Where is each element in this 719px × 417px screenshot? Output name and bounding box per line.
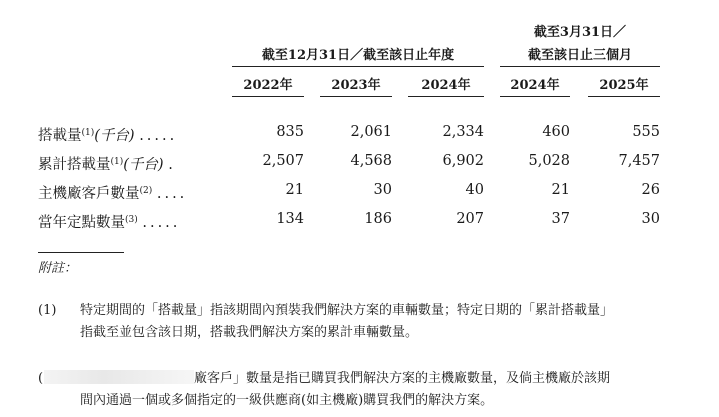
row-dots: ..... (139, 128, 178, 144)
note2-line1: 廠客戶」數量是指已購買我們解決方案的主機廠數量，及倘主機廠於該期 (194, 371, 611, 386)
year-rule-2024 (408, 96, 484, 97)
table-cell: 835 (276, 124, 304, 140)
header-group1-title: 截至12月31日／截至該日止年度 (261, 48, 455, 63)
row-dots: ..... (142, 215, 181, 231)
table-cell: 5,028 (528, 153, 570, 169)
table-cell: 555 (632, 124, 660, 140)
table-cell: 2,334 (442, 124, 484, 140)
table-cell: 40 (465, 182, 484, 198)
table-cell: 2,507 (262, 153, 304, 169)
column-header-2025-q1: 2025年 (599, 78, 649, 93)
table-cell: 26 (641, 182, 660, 198)
note2-number: ( (38, 371, 44, 386)
column-header-2022: 2022年 (243, 78, 293, 93)
row-label-text: 當年定點數量 (38, 215, 125, 231)
table-cell: 2,061 (350, 124, 392, 140)
row-unit: (千台) (123, 157, 164, 173)
footnote-ref: (2) (139, 186, 153, 196)
row-unit: (千台) (94, 128, 135, 144)
table-cell: 4,568 (350, 153, 392, 169)
header-group2-line2: 截至該日止三個月 (527, 48, 632, 63)
column-header-2023: 2023年 (331, 78, 381, 93)
table-cell: 30 (641, 211, 660, 227)
row-label (38, 153, 176, 174)
note2-line2: 間內通過一個或多個指定的一級供應商(如主機廠)購買我們的解決方案。 (80, 393, 494, 408)
row-label-text: 累計搭載量 (38, 157, 111, 173)
row-label (38, 182, 187, 203)
column-header-2024: 2024年 (421, 78, 471, 93)
footnote-ref: (3) (125, 215, 138, 225)
footnote-ref: (1) (81, 128, 95, 138)
note2-line1-wrap (44, 368, 610, 390)
table-cell: 37 (551, 211, 570, 227)
redaction-mark (44, 370, 194, 384)
row-dots: . (168, 157, 176, 173)
note1-number: (1) (38, 303, 57, 318)
notes-separator (38, 252, 124, 253)
year-rule-2023 (320, 96, 392, 97)
table-cell: 6,902 (442, 153, 484, 169)
header-group1-rule (232, 66, 484, 67)
column-header-2024-q1: 2024年 (510, 78, 560, 93)
table-cell: 30 (373, 182, 392, 198)
row-label (38, 211, 180, 232)
year-rule-2024-q1 (500, 96, 570, 97)
table-cell: 7,457 (618, 153, 660, 169)
row-label-text: 搭載量 (38, 128, 82, 144)
note1-line1: 特定期間的「搭載量」指該期間內預裝我們解決方案的車輛數量；特定日期的「累計搭載量」 (80, 303, 614, 318)
table-cell: 186 (364, 211, 392, 227)
table-cell: 21 (551, 182, 570, 198)
footnote-ref: (1) (110, 157, 124, 167)
table-cell: 207 (456, 211, 484, 227)
header-group2-rule (500, 66, 660, 67)
header-group2-line1: 截至3月31日／ (533, 25, 627, 40)
notes-title: 附註： (38, 261, 78, 276)
year-rule-2022 (232, 96, 304, 97)
table-cell: 134 (276, 211, 304, 227)
year-rule-2025-q1 (588, 96, 660, 97)
note1-line2: 指截至並包含該日期，搭載我們解決方案的累計車輛數量。 (80, 325, 419, 340)
row-label (38, 124, 177, 145)
row-dots: .... (156, 186, 188, 202)
table-cell: 21 (285, 182, 304, 198)
row-label-text: 主機廠客戶數量 (38, 186, 140, 202)
table-cell: 460 (542, 124, 570, 140)
